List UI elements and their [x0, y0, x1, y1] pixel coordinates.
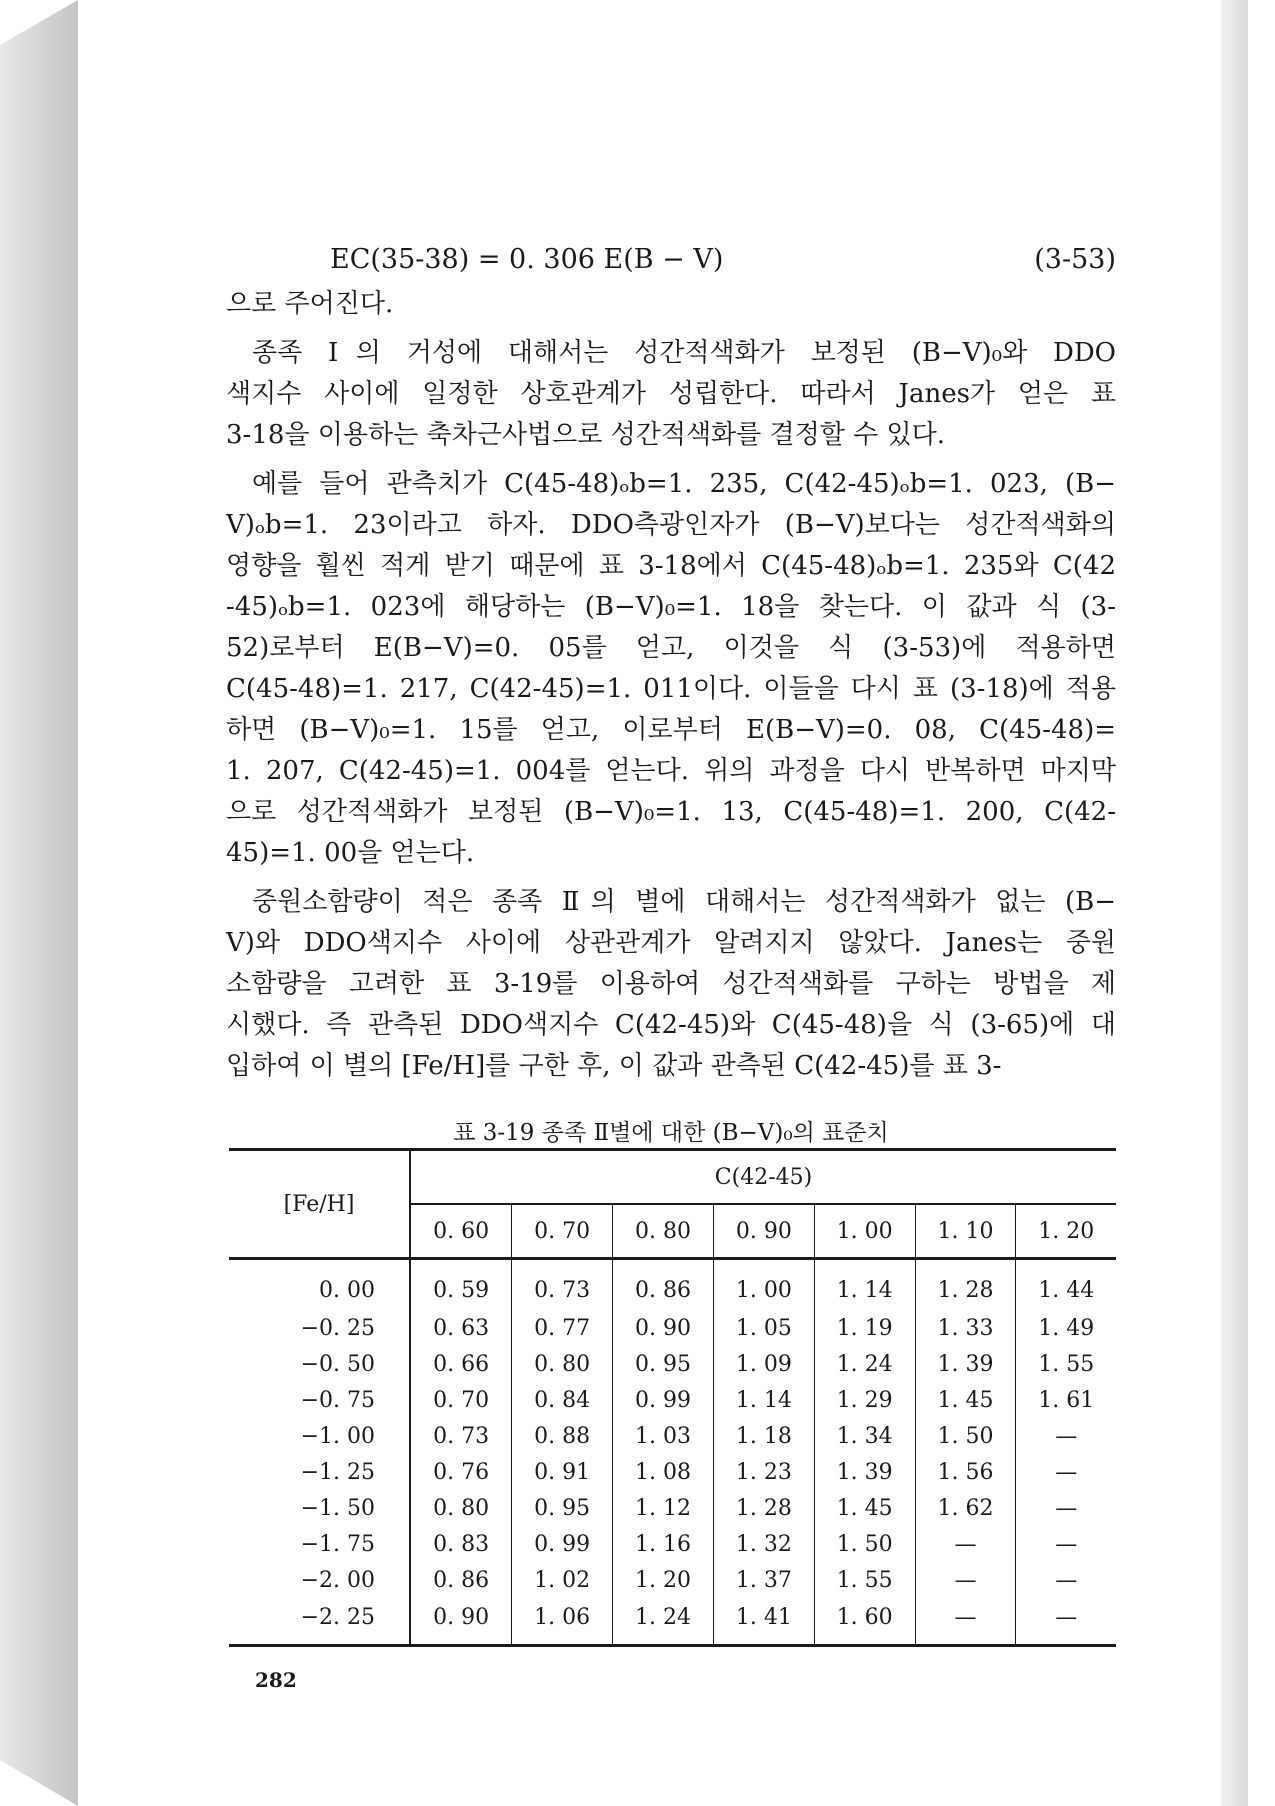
table-cell: 0. 76 — [410, 1454, 512, 1490]
table-cell: 1. 62 — [915, 1490, 1016, 1526]
table-row — [229, 1310, 1116, 1346]
table-cell: — — [1055, 1495, 1078, 1521]
table-cell: — — [1055, 1531, 1078, 1557]
text-line: V)와 DDO색지수 사이에 상관관계가 알려지지 않았다. Janes는 중원 — [226, 928, 1116, 958]
text-line: 소함량을 고려한 표 3-19를 이용하여 성간적색화를 구하는 방법을 제 — [226, 969, 1116, 999]
table-cell: 1. 16 — [613, 1526, 714, 1562]
text-line: 영향을 훨씬 적게 받기 때문에 표 3-18에서 C(45-48)ₒb=1. 235와 C(42 — [226, 551, 1116, 581]
table-row — [229, 1562, 1116, 1598]
fe-h-cell: −1. 00 — [229, 1418, 410, 1454]
text-line: 45)=1. 00을 얻는다. — [226, 838, 475, 868]
column-header: 0. 60 — [410, 1204, 512, 1259]
table-cell: 1. 39 — [915, 1346, 1016, 1382]
paragraph-gap — [226, 874, 1116, 882]
table-cell: 1. 09 — [713, 1346, 814, 1382]
table-cell: 1. 45 — [915, 1382, 1016, 1418]
table-cell: 0. 95 — [512, 1490, 613, 1526]
table-row — [229, 1346, 1116, 1382]
paragraph-gap — [226, 456, 1116, 464]
equation-number: (3-53) — [1034, 244, 1116, 275]
table-cell: 1. 33 — [915, 1310, 1016, 1346]
table-cell: 0. 83 — [410, 1526, 512, 1562]
table-cell: 1. 45 — [814, 1490, 915, 1526]
text-line: 시했다. 즉 관측된 DDO색지수 C(42-45)와 C(45-48)을 식 (3-65)에 대 — [226, 1010, 1116, 1040]
table-cell: — — [1055, 1567, 1078, 1593]
table-cell: 1. 06 — [512, 1598, 613, 1646]
fe-h-cell: −0. 75 — [229, 1382, 410, 1418]
column-header: 1. 20 — [1016, 1204, 1116, 1259]
table-cell: 1. 28 — [713, 1490, 814, 1526]
equation: EC(35-38) = 0. 306 E(B − V) — [330, 244, 724, 275]
text-line: 으로 주어진다. — [226, 289, 394, 319]
text-line: 으로 성간적색화가 보정된 (B−V)₀=1. 13, C(45-48)=1. 200, C(42- — [226, 797, 1116, 827]
text-line: 색지수 사이에 일정한 상호관계가 성립한다. 따라서 Janes가 얻은 표 — [226, 379, 1116, 409]
table-cell: 1. 49 — [1038, 1315, 1095, 1341]
table-cell: 0. 90 — [613, 1310, 714, 1346]
fe-h-cell: −2. 00 — [229, 1562, 410, 1598]
table-cell: 0. 80 — [512, 1346, 613, 1382]
table-cell: 0. 88 — [512, 1418, 613, 1454]
text-line: 입하여 이 별의 [Fe/H]를 구한 후, 이 값과 관측된 C(42-45)를 표 3- — [226, 1051, 1002, 1081]
text-line: C(45-48)=1. 217, C(42-45)=1. 011이다. 이들을 다시 표 (3-18)에 적용 — [226, 674, 1116, 704]
table-cell: 0. 59 — [410, 1259, 512, 1311]
text-line: -45)ₒb=1. 023에 해당하는 (B−V)₀=1. 18을 찾는다. 이 값과 식 (3- — [226, 592, 1116, 622]
table-cell: 0. 86 — [613, 1259, 714, 1311]
table-cell: 0. 73 — [410, 1418, 512, 1454]
table-cell: 0. 86 — [410, 1562, 512, 1598]
table-cell: 1. 32 — [713, 1526, 814, 1562]
table-cell: — — [1055, 1423, 1078, 1449]
fe-h-cell: −0. 50 — [229, 1346, 410, 1382]
table-row — [229, 1454, 1116, 1490]
data-table — [229, 1148, 1116, 1647]
table-row — [229, 1526, 1116, 1562]
equation-row — [226, 230, 1116, 284]
table-cell: 1. 05 — [713, 1310, 814, 1346]
table-cell: 1. 50 — [915, 1418, 1016, 1454]
table-cell: — — [915, 1526, 1016, 1562]
paragraph — [226, 882, 1116, 1087]
page-number: 282 — [255, 1668, 297, 1692]
page-edge — [1221, 0, 1248, 1806]
table-cell: 1. 12 — [613, 1490, 714, 1526]
column-header: 0. 70 — [512, 1204, 613, 1259]
table-cell: 1. 14 — [814, 1259, 915, 1311]
fe-h-cell: −1. 25 — [229, 1454, 410, 1490]
fe-h-cell: 0. 00 — [229, 1259, 410, 1311]
table-row — [229, 1259, 1116, 1311]
table-cell: 0. 95 — [613, 1346, 714, 1382]
table-cell: 1. 56 — [915, 1454, 1016, 1490]
table-cell: 1. 55 — [1038, 1351, 1095, 1377]
table-cell: 1. 00 — [713, 1259, 814, 1311]
table-cell: 1. 37 — [713, 1562, 814, 1598]
table-cell: 1. 23 — [713, 1454, 814, 1490]
table-cell: 0. 99 — [613, 1382, 714, 1418]
table-cell: — — [915, 1562, 1016, 1598]
text-line: 예를 들어 관측치가 C(45-48)ₒb=1. 235, C(42-45)ₒb=1. 023, (B− — [252, 469, 1116, 499]
table-caption: 표 3-19 종족 Ⅱ별에 대한 (B−V)₀의 표준치 — [453, 1120, 889, 1146]
text-line: 1. 207, C(42-45)=1. 004를 얻는다. 위의 과정을 다시 반복하면 마지막 — [226, 756, 1116, 786]
table-cell: 1. 24 — [814, 1346, 915, 1382]
table-cell: 0. 63 — [410, 1310, 512, 1346]
table-cell: 1. 60 — [814, 1598, 915, 1646]
table-cell: 1. 02 — [512, 1562, 613, 1598]
table-cell: 0. 80 — [410, 1490, 512, 1526]
fe-h-cell: −0. 25 — [229, 1310, 410, 1346]
fe-h-cell: −2. 25 — [229, 1598, 410, 1646]
text-line: 3-18을 이용하는 축차근사법으로 성간적색화를 결정할 수 있다. — [226, 420, 946, 450]
table-cell: — — [1055, 1604, 1078, 1630]
table-cell: 1. 28 — [915, 1259, 1016, 1311]
table-cell: 1. 20 — [613, 1562, 714, 1598]
group-header: C(42-45) — [410, 1150, 1116, 1205]
column-header: 0. 80 — [613, 1204, 714, 1259]
table-cell: 1. 18 — [713, 1418, 814, 1454]
paragraphs — [226, 284, 1116, 1087]
row-header: [Fe/H] — [229, 1150, 410, 1259]
column-header: 1. 00 — [814, 1204, 915, 1259]
text-line: 중원소함량이 적은 종족 Ⅱ의 별에 대해서는 성간적색화가 없는 (B− — [252, 887, 1116, 917]
text-line: 종족 Ⅰ의 거성에 대해서는 성간적색화가 보정된 (B−V)₀와 DDO — [252, 338, 1116, 368]
book-spine — [0, 0, 78, 1806]
paragraph — [226, 284, 1116, 325]
table-cell: 0. 84 — [512, 1382, 613, 1418]
table-row — [229, 1490, 1116, 1526]
table-cell: 0. 73 — [512, 1259, 613, 1311]
table-cell: — — [915, 1598, 1016, 1646]
body-text — [226, 230, 1116, 1087]
table-cell: 0. 70 — [410, 1382, 512, 1418]
fe-h-cell: −1. 50 — [229, 1490, 410, 1526]
table-cell: 1. 19 — [814, 1310, 915, 1346]
table-cell: 0. 99 — [512, 1526, 613, 1562]
table-row — [229, 1598, 1116, 1646]
table-cell: 1. 29 — [814, 1382, 915, 1418]
table-cell: 0. 90 — [410, 1598, 512, 1646]
column-header: 0. 90 — [713, 1204, 814, 1259]
table-cell: 1. 39 — [814, 1454, 915, 1490]
fe-h-cell: −1. 75 — [229, 1526, 410, 1562]
table-cell: 1. 03 — [613, 1418, 714, 1454]
table-cell: 1. 55 — [814, 1562, 915, 1598]
table-cell: 1. 41 — [713, 1598, 814, 1646]
paragraph-gap — [226, 325, 1116, 333]
text-line: 52)로부터 E(B−V)=0. 05를 얻고, 이것을 식 (3-53)에 적용하면 — [226, 633, 1116, 663]
text-line: V)ₒb=1. 23이라고 하자. DDO측광인자가 (B−V)보다는 성간적색화의 — [226, 510, 1116, 540]
table-cell: 1. 14 — [713, 1382, 814, 1418]
table-cell: 1. 34 — [814, 1418, 915, 1454]
table-cell: 1. 08 — [613, 1454, 714, 1490]
table-cell: 0. 66 — [410, 1346, 512, 1382]
paragraph — [226, 333, 1116, 456]
table-cell: 0. 77 — [512, 1310, 613, 1346]
table-cell: 1. 44 — [1038, 1277, 1095, 1303]
table-cell: — — [1055, 1459, 1078, 1485]
table-cell: 0. 91 — [512, 1454, 613, 1490]
text-line: 하면 (B−V)₀=1. 15를 얻고, 이로부터 E(B−V)=0. 08, C(45-48)= — [226, 715, 1116, 745]
paragraph — [226, 464, 1116, 874]
table-row — [229, 1418, 1116, 1454]
column-header: 1. 10 — [915, 1204, 1016, 1259]
table-cell: 1. 50 — [814, 1526, 915, 1562]
table-row — [229, 1382, 1116, 1418]
table-cell: 1. 61 — [1038, 1387, 1095, 1413]
table-cell: 1. 24 — [613, 1598, 714, 1646]
